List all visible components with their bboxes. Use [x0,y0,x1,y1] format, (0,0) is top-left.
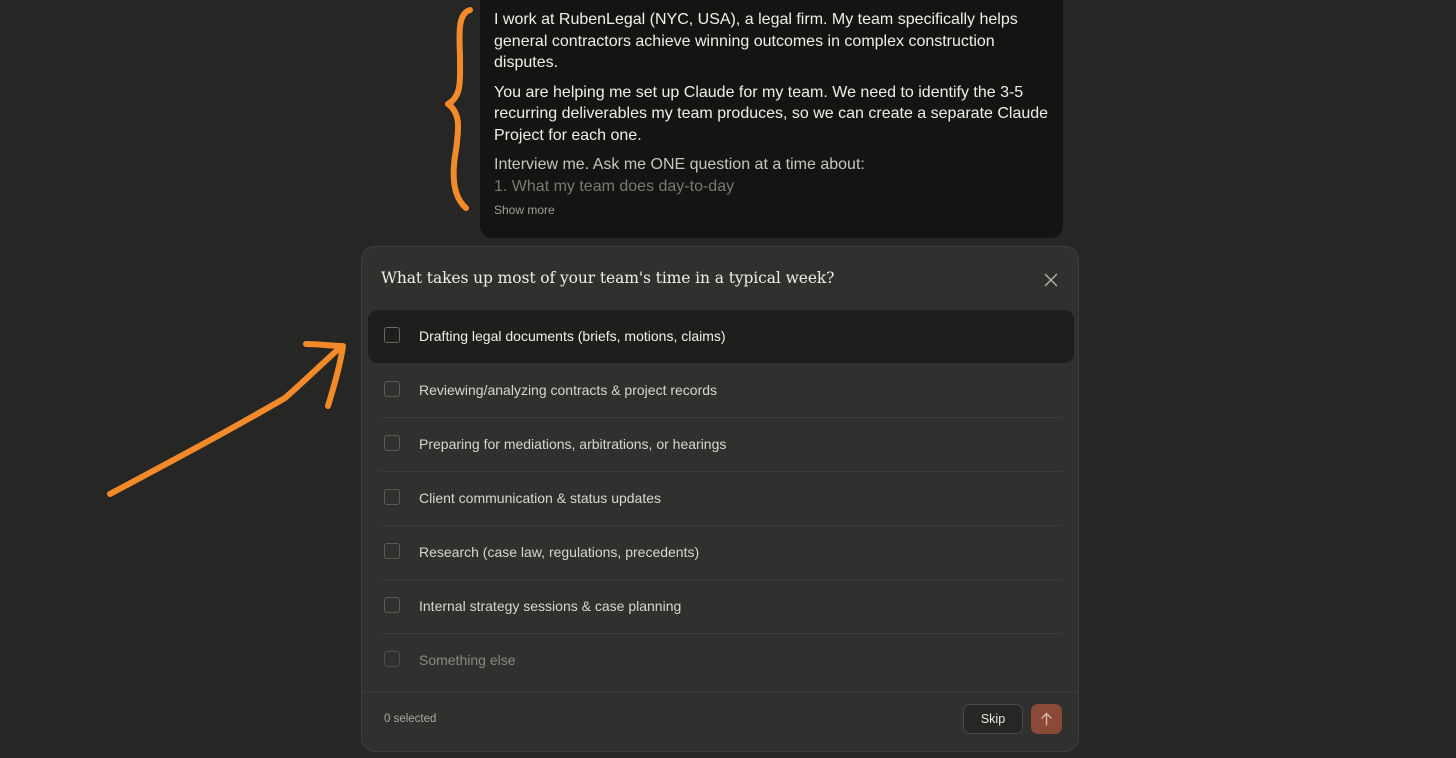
option-checkbox[interactable] [384,597,400,613]
option-internal-strategy[interactable] [368,580,1074,633]
send-button[interactable] [1031,704,1062,734]
selected-count: 0 selected [384,713,437,725]
option-label: Something else [419,652,516,668]
option-checkbox[interactable] [384,435,400,451]
option-label: Reviewing/analyzing contracts & project records [419,382,718,398]
user-message-paragraph-2: You are helping me set up Claude for my team. We need to identify the 3-5 recurring deliverables my team produces, so we can create a separate Claude Project for each one. [494,83,1049,144]
close-button[interactable] [1040,269,1062,291]
option-checkbox[interactable] [384,327,400,343]
question-card [361,246,1079,752]
option-label: Internal strategy sessions & case planning [419,598,682,614]
option-client-communication[interactable] [368,472,1074,525]
user-message-truncated [494,154,1049,198]
close-icon [1040,269,1062,291]
option-label: Client communication & status updates [419,490,662,506]
option-label: Preparing for mediations, arbitrations, or hearings [419,436,727,452]
option-something-else[interactable] [368,634,1074,687]
option-label: Research (case law, regulations, precedents) [419,544,700,560]
option-checkbox[interactable] [384,543,400,559]
user-message-bubble [480,0,1063,238]
arrowhead-annotation [306,344,343,406]
user-message-faded-line-2: 1. What my team does day-to-day [494,177,735,195]
skip-button[interactable]: Skip [963,704,1023,734]
option-reviewing-contracts[interactable] [368,364,1074,417]
option-checkbox[interactable] [384,489,400,505]
option-drafting-legal-documents[interactable] [368,310,1074,363]
brace-annotation [448,10,470,208]
option-preparing-mediations[interactable] [368,418,1074,471]
arrow-annotation [110,346,342,494]
question-title: What takes up most of your team's time in a typical week? [381,269,835,287]
user-message-faded-line-1: Interview me. Ask me ONE question at a time about: [494,156,865,173]
option-label: Drafting legal documents (briefs, motions, claims) [419,328,726,344]
option-checkbox[interactable] [384,651,400,667]
arrow-up-icon [1039,711,1054,727]
option-research[interactable] [368,526,1074,579]
user-message-paragraph-1: I work at RubenLegal (NYC, USA), a legal firm. My team specifically helps general contractors achieve winning outcomes in complex construction disputes. [494,11,1018,71]
show-more-link[interactable]: Show more [494,203,555,217]
options-list [368,310,1074,688]
footer-divider [362,691,1078,692]
option-checkbox[interactable] [384,381,400,397]
